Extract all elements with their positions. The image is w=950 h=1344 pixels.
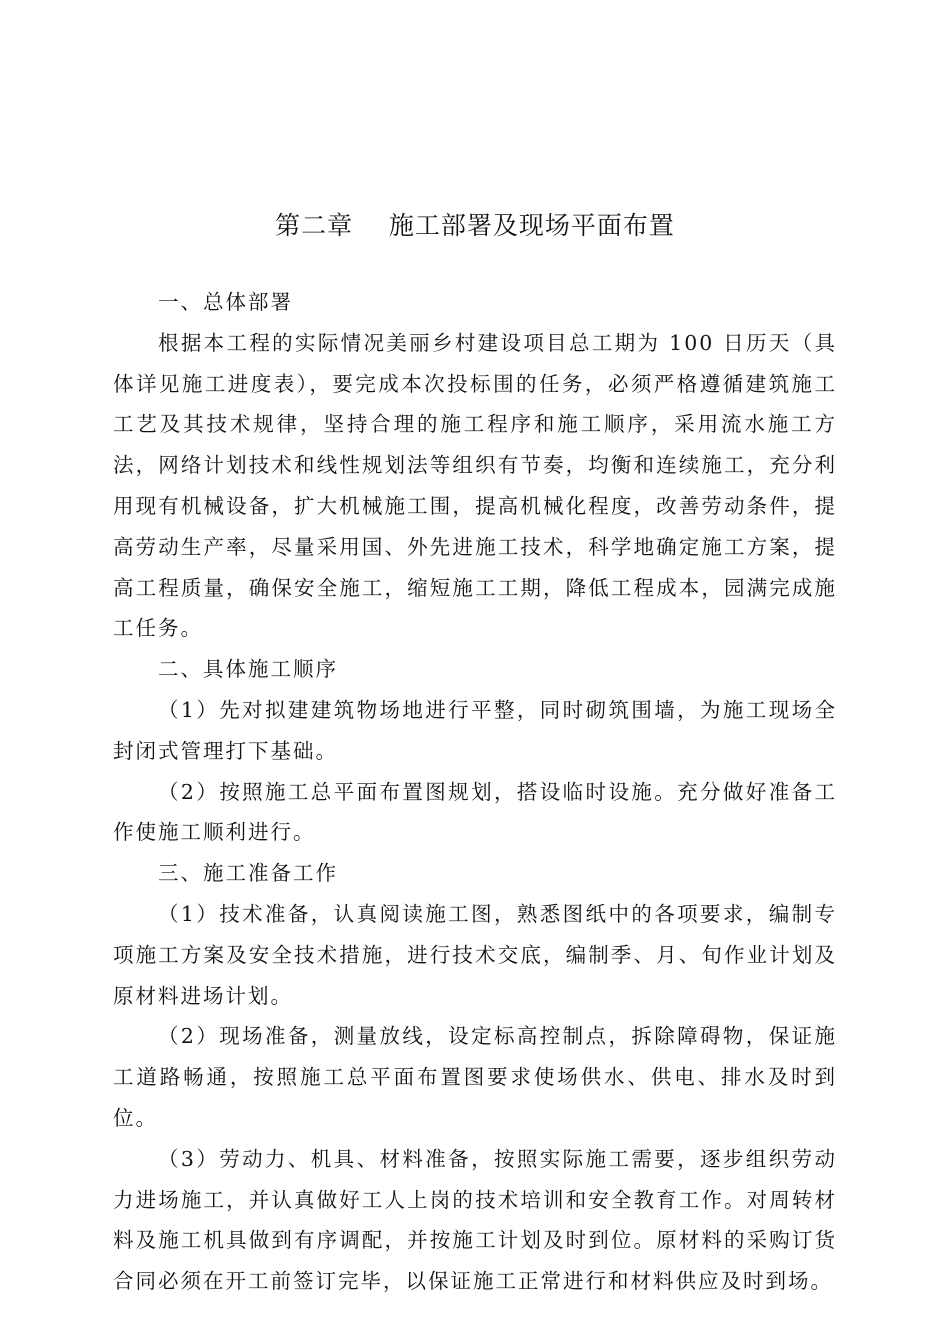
preparation-item-3: （3）劳动力、机具、材料准备，按照实际施工需要，逐步组织劳动力进场施工，并认真做好工人上岗的技术培训和安全教育工作。对周转材料及施工机具做到有序调配，并按施工计划及时到位。原材料的采购订货合同必须在开工前签订完毕，以保证施工正常进行和材料供应及时到场。 <box>113 1146 837 1294</box>
document-body <box>113 282 837 1302</box>
sequence-item-1: （1）先对拟建建筑物场地进行平整，同时砌筑围墙，为施工现场全封闭式管理打下基础。 <box>113 697 837 763</box>
section-heading-construction-sequence: 二、具体施工顺序 <box>158 657 338 682</box>
preparation-item-1: （1）技术准备，认真阅读施工图，熟悉图纸中的各项要求，编制专项施工方案及安全技术措施，进行技术交底，编制季、月、旬作业计划及原材料进场计划。 <box>113 901 837 1008</box>
section-heading-overall-deployment: 一、总体部署 <box>158 290 293 314</box>
chapter-title: 第二章 施工部署及现场平面布置 <box>275 211 675 240</box>
sequence-item-2: （2）按照施工总平面布置图规划，搭设临时设施。充分做好准备工作使施工顺利进行。 <box>113 779 837 845</box>
overall-deployment-paragraph: 根据本工程的实际情况美丽乡村建设项目总工期为 100 日历天（具体详见施工进度表），要完成本次投标围的任务，必须严格遵循建筑施工工艺及其技术规律，坚持合理的施工程序和施工顺序，采用流水施工方法，网络计划技术和线性规划法等组织有节奏，均衡和连续施工，充分利用现有机械设备，扩大机械施工围，提高机械化程度，改善劳动条件，提高劳动生产率，尽量采用国、外先进施工技术，科学地确定施工方案，提高工程质量，确保安全施工，缩短施工工期，降低工程成本，园满完成施工任务。 <box>113 330 837 641</box>
section-heading-preparation-work: 三、施工准备工作 <box>158 861 338 886</box>
preparation-item-2: （2）现场准备，测量放线，设定标高控制点，拆除障碍物，保证施工道路畅通，按照施工总平面布置图要求使场供水、供电、排水及时到位。 <box>113 1024 837 1130</box>
